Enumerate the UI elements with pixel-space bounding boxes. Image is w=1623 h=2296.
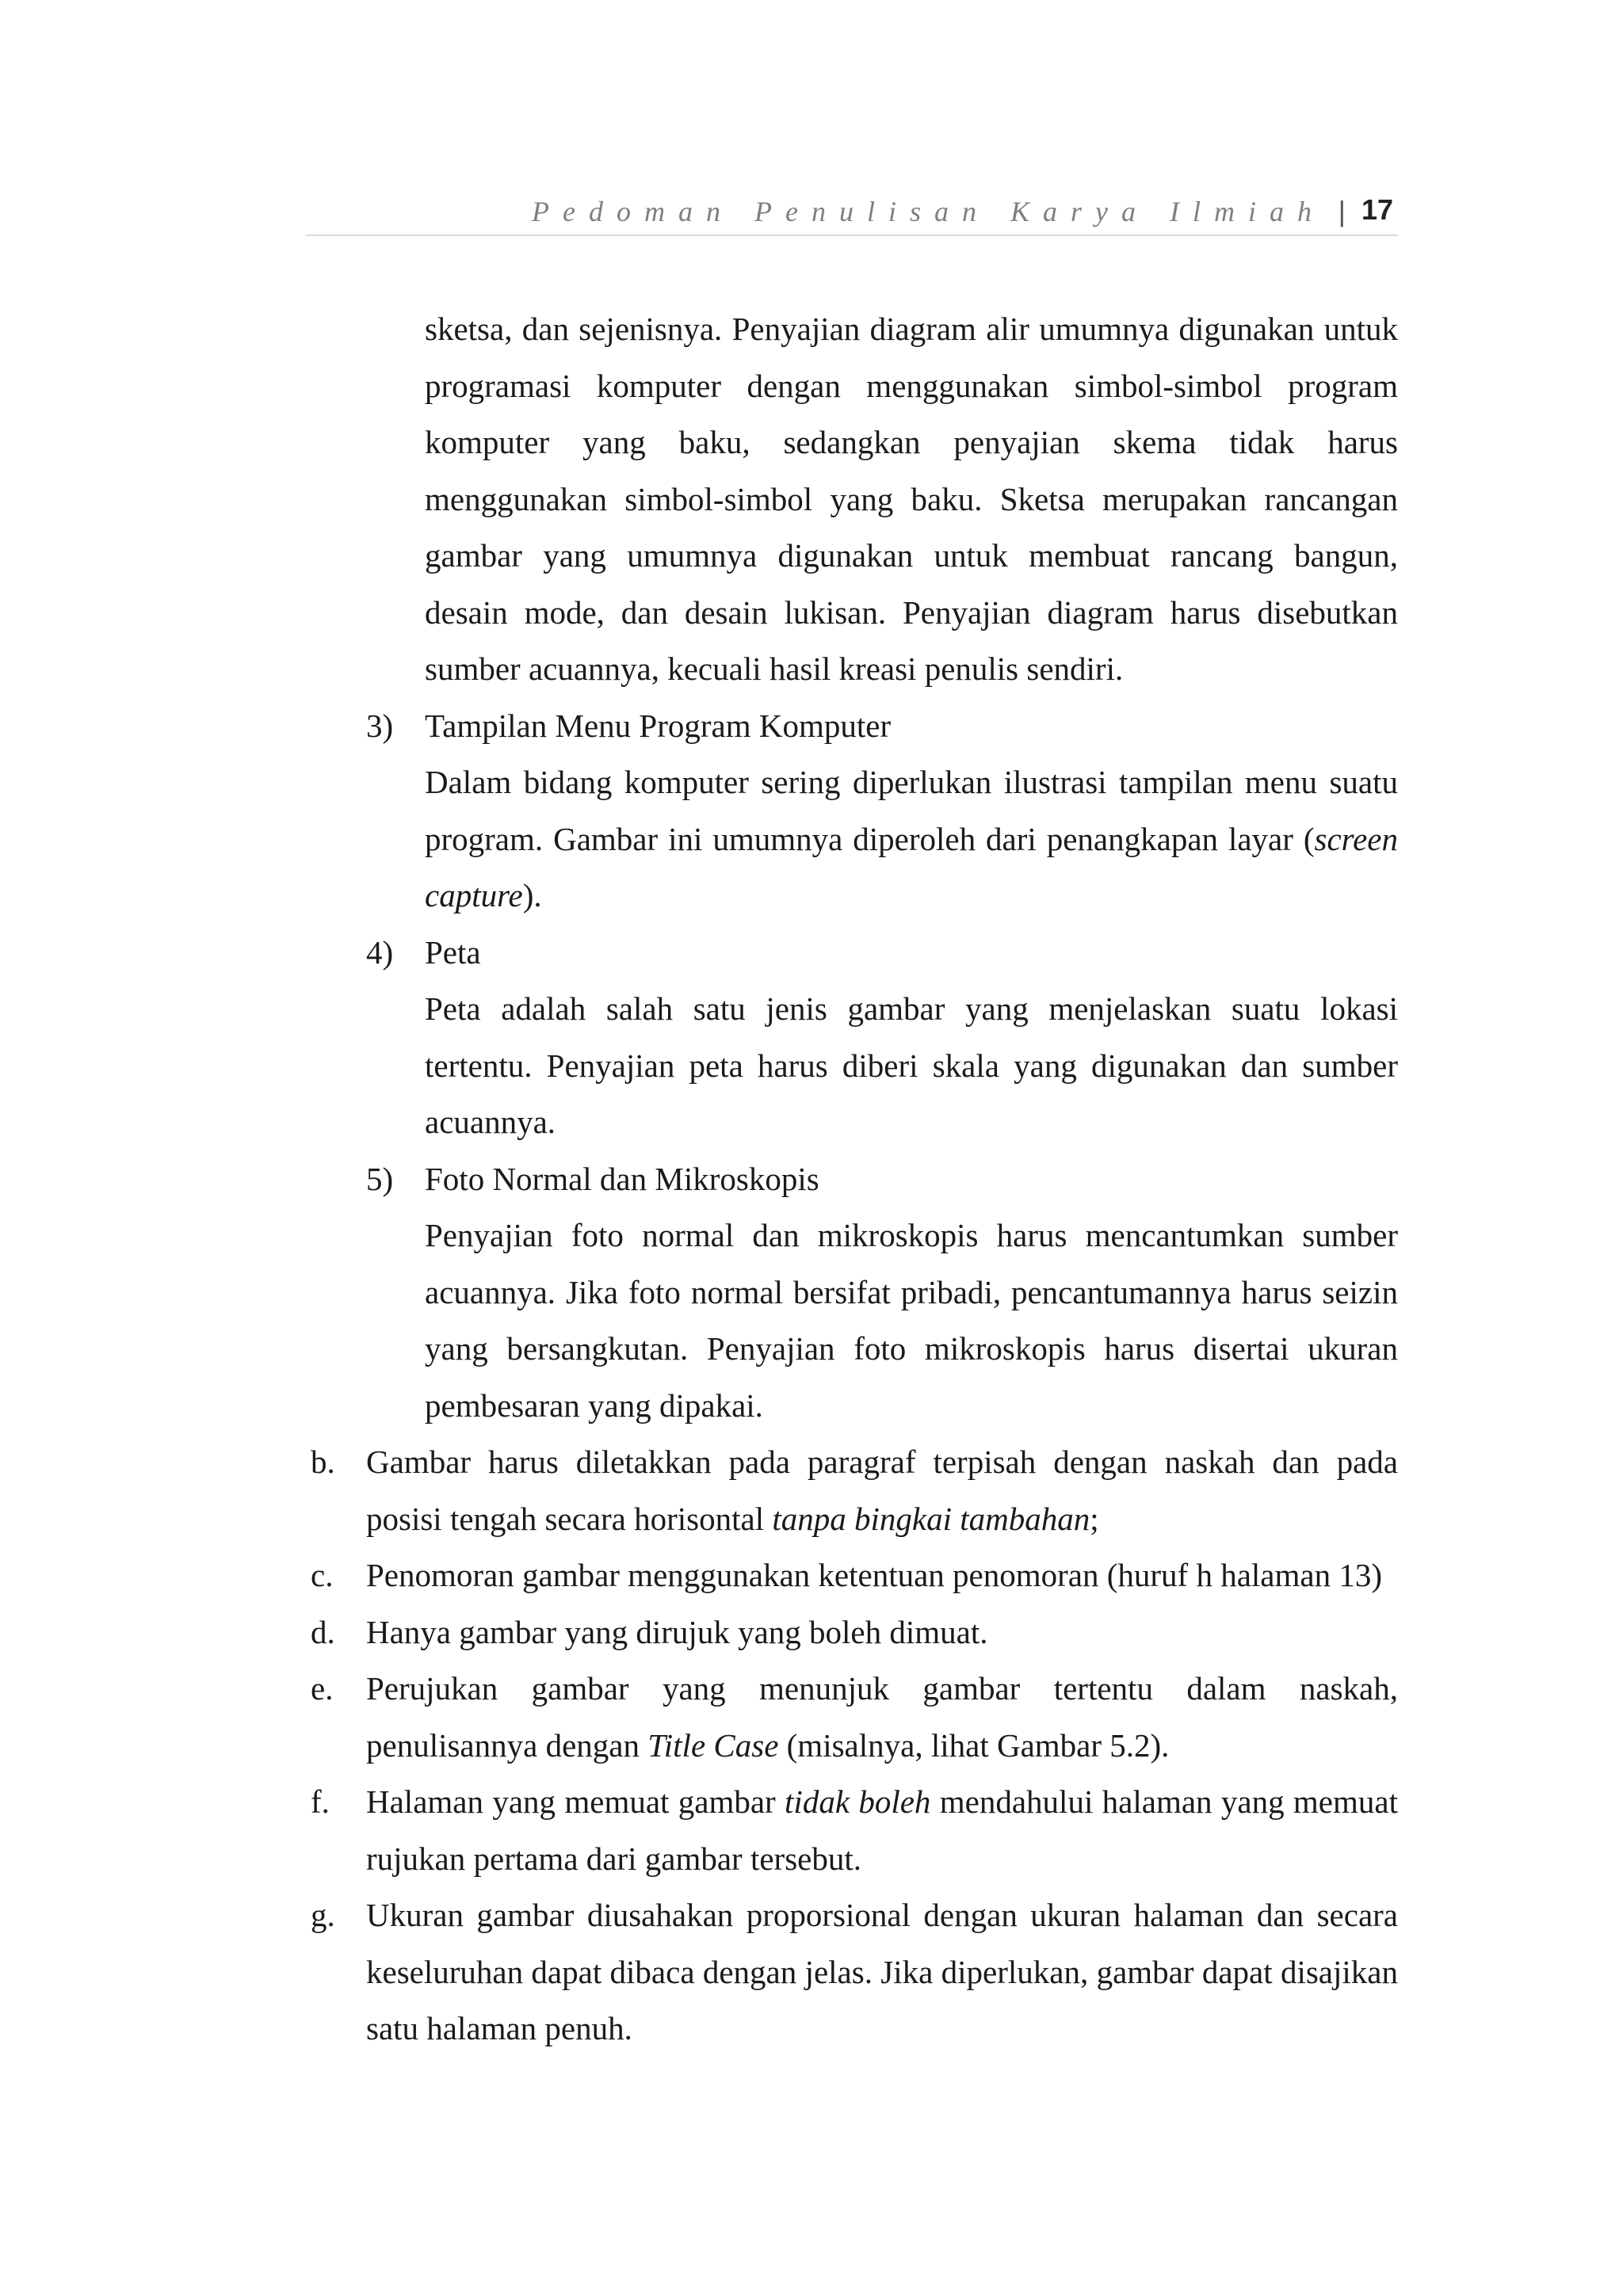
item-number: 4) (366, 933, 394, 971)
item-body-text: Peta adalah salah satu jenis gambar yang menjelaskan suatu lokasi tertentu. Penyajian peta harus diberi skala yang digunakan dan sumber acuannya. (425, 990, 1398, 1140)
item-number: 3) (366, 707, 394, 744)
item-text-start: Gambar harus diletakkan pada paragraf terpisah dengan naskah dan pada posisi tengah secara horisontal (366, 1444, 1398, 1537)
intro-paragraph: sketsa, dan sejenisnya. Penyajian diagram alir umumnya digunakan untuk programasi komputer dengan menggunakan simbol-simbol program komputer yang baku, sedangkan penyajian skema tidak harus menggunakan simbol-simbol yang baku. Sketsa merupakan rancangan gambar yang umumnya digunakan untuk membuat rancang bangun, desain mode, dan desain lukisan. Penyajian diagram harus disebutkan sumber acuannya, kecuali hasil kreasi penulis sendiri. (425, 311, 1398, 687)
numbered-item (306, 925, 1398, 1151)
item-text (306, 1434, 1398, 1547)
item-text (306, 1604, 1398, 1661)
item-text-start: Penomoran gambar menggunakan ketentuan penomoran (huruf h halaman 13) (366, 1557, 1382, 1593)
item-letter: b. (311, 1444, 335, 1480)
item-body-tail: ). (522, 877, 542, 913)
item-letter: c. (311, 1557, 334, 1593)
header-title: Pedoman Penulisan Karya Ilmiah (532, 196, 1325, 227)
item-text-start: Perujukan gambar yang menunjuk gambar tertentu dalam naskah, penulisannya dengan (366, 1670, 1398, 1764)
item-text-start: Hanya gambar yang dirujuk yang boleh dimuat. (366, 1613, 988, 1650)
item-text-start: Halaman yang memuat gambar (366, 1783, 785, 1820)
numbered-item (306, 698, 1398, 925)
item-body (306, 1207, 1398, 1434)
page-body (306, 301, 1398, 2058)
item-text (306, 1661, 1398, 1774)
item-title: Tampilan Menu Program Komputer (425, 707, 892, 744)
item-body (306, 981, 1398, 1151)
item-title: Foto Normal dan Mikroskopis (425, 1160, 819, 1197)
item-body-text: Dalam bidang komputer sering diperlukan ilustrasi tampilan menu suatu program. Gambar ini umumnya diperoleh dari penangkapan layar ( (425, 764, 1398, 857)
header-separator: | (1338, 195, 1346, 227)
item-text-italic: Title Case (647, 1726, 779, 1764)
lettered-item (306, 1434, 1398, 1547)
item-text-end: (misalnya, lihat Gambar 5.2). (778, 1726, 1170, 1764)
item-letter: e. (311, 1670, 334, 1707)
page-header (306, 190, 1398, 236)
numbered-item (306, 1151, 1398, 1435)
item-body (306, 754, 1398, 925)
item-body-text: Penyajian foto normal dan mikroskopis harus mencantumkan sumber acuannya. Jika foto normal bersifat pribadi, pencantumannya harus seizin yang bersangkutan. Penyajian foto mikroskopis harus disertai ukuran pembesaran yang dipakai. (425, 1217, 1398, 1424)
item-number: 5) (366, 1160, 394, 1197)
item-title: Peta (425, 933, 481, 971)
item-text-end: ; (1090, 1500, 1099, 1537)
item-text-start: Ukuran gambar diusahakan proporsional dengan ukuran halaman dan secara keseluruhan dapat dibaca dengan jelas. Jika diperlukan, gambar dapat disajikan satu halaman penuh. (366, 1897, 1398, 2046)
item-text (306, 1887, 1398, 2058)
page-number: 17 (1361, 193, 1393, 226)
item-body-italic: screen capture (425, 820, 1398, 913)
item-text-italic: tidak boleh (785, 1783, 931, 1820)
lettered-item (306, 1547, 1398, 1604)
item-text-italic: tanpa bingkai tambahan (772, 1500, 1090, 1537)
lettered-item (306, 1661, 1398, 1774)
lettered-item (306, 1604, 1398, 1661)
item-letter: f. (311, 1783, 330, 1820)
item-text (306, 1547, 1398, 1604)
lettered-item (306, 1774, 1398, 1887)
item-letter: g. (311, 1897, 335, 1933)
item-text (306, 1774, 1398, 1887)
item-letter: d. (311, 1613, 335, 1650)
item-text-end: mendahului halaman yang memuat rujukan pertama dari gambar tersebut. (366, 1783, 1398, 1877)
lettered-item (306, 1887, 1398, 2058)
